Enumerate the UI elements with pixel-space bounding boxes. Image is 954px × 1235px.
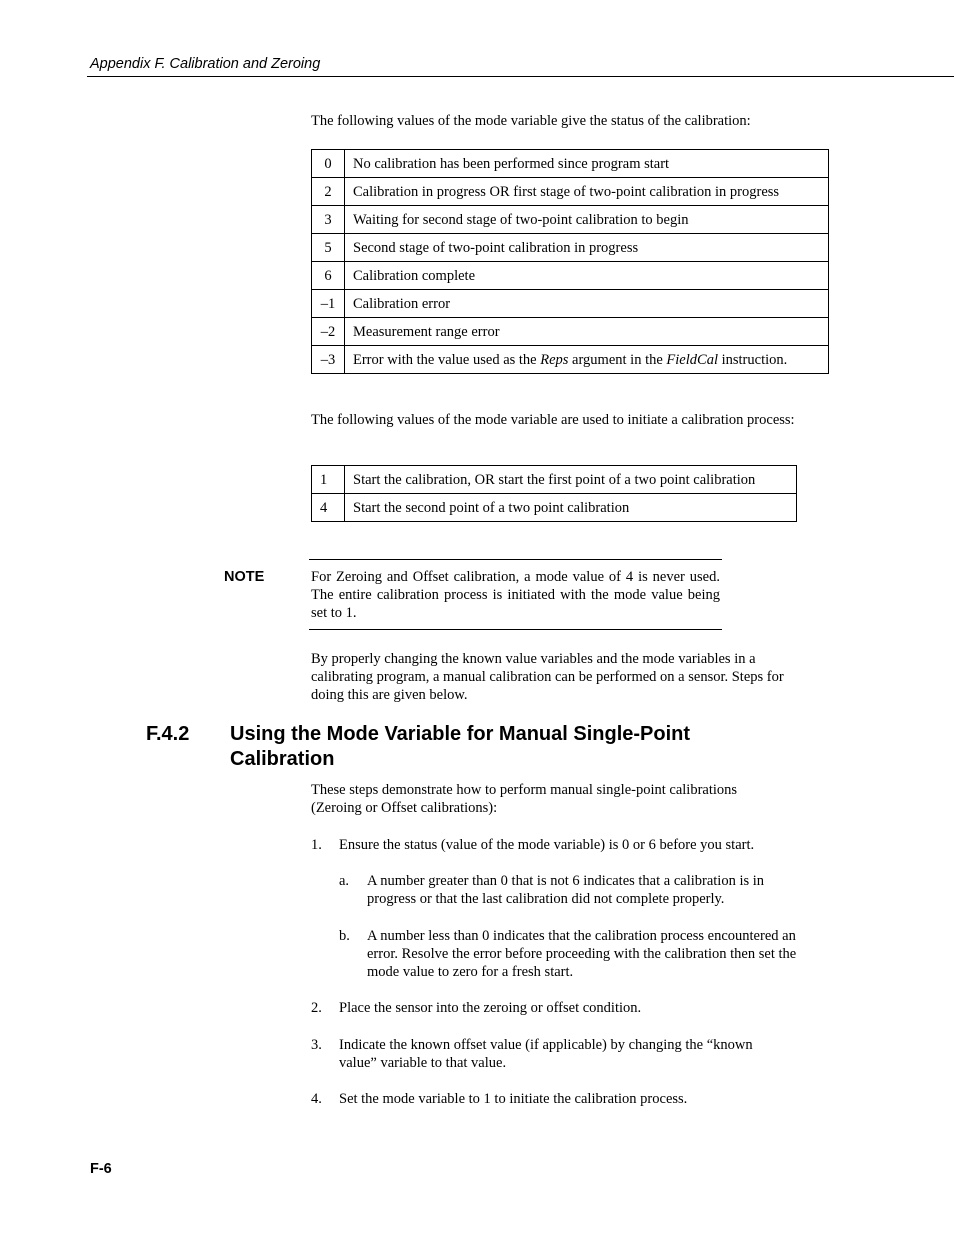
note-top-rule xyxy=(309,559,722,560)
mode-code: –3 xyxy=(312,346,345,374)
substep-marker: a. xyxy=(339,873,350,889)
note-text: For Zeroing and Offset calibration, a mode value of 4 is never used. The entire calibration process is initiated with the mode value being set to 1. xyxy=(311,569,720,621)
list-item xyxy=(339,927,809,981)
desc-text: instruction. xyxy=(717,351,788,368)
step-marker: 1. xyxy=(311,837,322,853)
mode-code: 4 xyxy=(312,494,345,522)
table-row xyxy=(312,178,829,206)
page-header: Appendix F. Calibration and Zeroing xyxy=(90,56,321,72)
step-marker: 2. xyxy=(311,1000,322,1016)
section-intro: These steps demonstrate how to perform manual single-point calibrations (Zeroing or Offset calibrations): xyxy=(311,782,738,816)
substep-marker: b. xyxy=(339,928,350,944)
note-label: NOTE xyxy=(224,569,265,585)
step-text: Ensure the status (value of the mode variable) is 0 or 6 before you start. xyxy=(339,837,755,853)
mode-description: Start the second point of a two point calibration xyxy=(345,494,797,522)
table-row xyxy=(312,466,797,494)
mode-description: Waiting for second stage of two-point calibration to begin xyxy=(345,206,829,234)
section-title-line1: Using the Mode Variable for Manual Single-Point xyxy=(230,723,691,745)
desc-text: Error with the value used as the xyxy=(353,351,541,368)
step-text: Indicate the known offset value (if applicable) by changing the “known value” variable to that value. xyxy=(339,1037,753,1071)
header-rule xyxy=(87,76,954,77)
note-bottom-rule xyxy=(309,629,722,630)
mode-code: 2 xyxy=(312,178,345,206)
mode-code: 0 xyxy=(312,150,345,178)
table-row xyxy=(312,346,829,374)
table-row xyxy=(312,150,829,178)
step-text: A number greater than 0 that is not 6 indicates that a calibration is in progress or that the last calibration did not complete properly. xyxy=(367,873,765,907)
mode-description: Start the calibration, OR start the first point of a two point calibration xyxy=(345,466,797,494)
table-row xyxy=(312,206,829,234)
mode-description: No calibration has been performed since program start xyxy=(345,150,829,178)
status-table xyxy=(311,149,829,374)
mode-description: Calibration error xyxy=(345,290,829,318)
table-row xyxy=(312,290,829,318)
section-number: F.4.2 xyxy=(146,723,190,745)
initiate-intro: The following values of the mode variable are used to initiate a calibration process: xyxy=(311,412,795,428)
desc-text: argument in the xyxy=(568,351,667,368)
section-title-line2: Calibration xyxy=(230,748,335,770)
mode-code: 3 xyxy=(312,206,345,234)
list-item xyxy=(311,999,801,1017)
summary-paragraph: By properly changing the known value variables and the mode variables in a calibrating program, a manual calibration can be performed on a sensor. Steps for doing this are given below. xyxy=(311,651,784,703)
table-row xyxy=(312,262,829,290)
list-item xyxy=(311,836,801,854)
mode-code: 5 xyxy=(312,234,345,262)
mode-code: 1 xyxy=(312,466,345,494)
mode-code: –2 xyxy=(312,318,345,346)
section-heading xyxy=(146,722,690,772)
mode-description: Second stage of two-point calibration in progress xyxy=(345,234,829,262)
mode-description: Measurement range error xyxy=(345,318,829,346)
step-text: A number less than 0 indicates that the calibration process encountered an error. Resolve the error before proceeding with the calibration then set the mode value to zero for a fresh start. xyxy=(367,928,797,980)
step-text: Place the sensor into the zeroing or offset condition. xyxy=(339,1000,642,1016)
step-text: Set the mode variable to 1 to initiate the calibration process. xyxy=(339,1091,688,1107)
table-row xyxy=(312,318,829,346)
fieldcal-instruction: FieldCal xyxy=(666,351,718,368)
mode-code: –1 xyxy=(312,290,345,318)
mode-description xyxy=(345,346,829,374)
reps-argument: Reps xyxy=(540,351,569,368)
page-number: F-6 xyxy=(90,1161,112,1177)
list-item xyxy=(311,1090,801,1108)
status-intro: The following values of the mode variable give the status of the calibration: xyxy=(311,113,751,129)
mode-code: 6 xyxy=(312,262,345,290)
list-item xyxy=(339,872,809,908)
list-item xyxy=(311,1036,801,1072)
initiate-table xyxy=(311,465,797,522)
table-row xyxy=(312,494,797,522)
mode-description: Calibration in progress OR first stage of two-point calibration in progress xyxy=(345,178,829,206)
table-row xyxy=(312,234,829,262)
step-marker: 3. xyxy=(311,1037,322,1053)
mode-description: Calibration complete xyxy=(345,262,829,290)
step-marker: 4. xyxy=(311,1091,322,1107)
